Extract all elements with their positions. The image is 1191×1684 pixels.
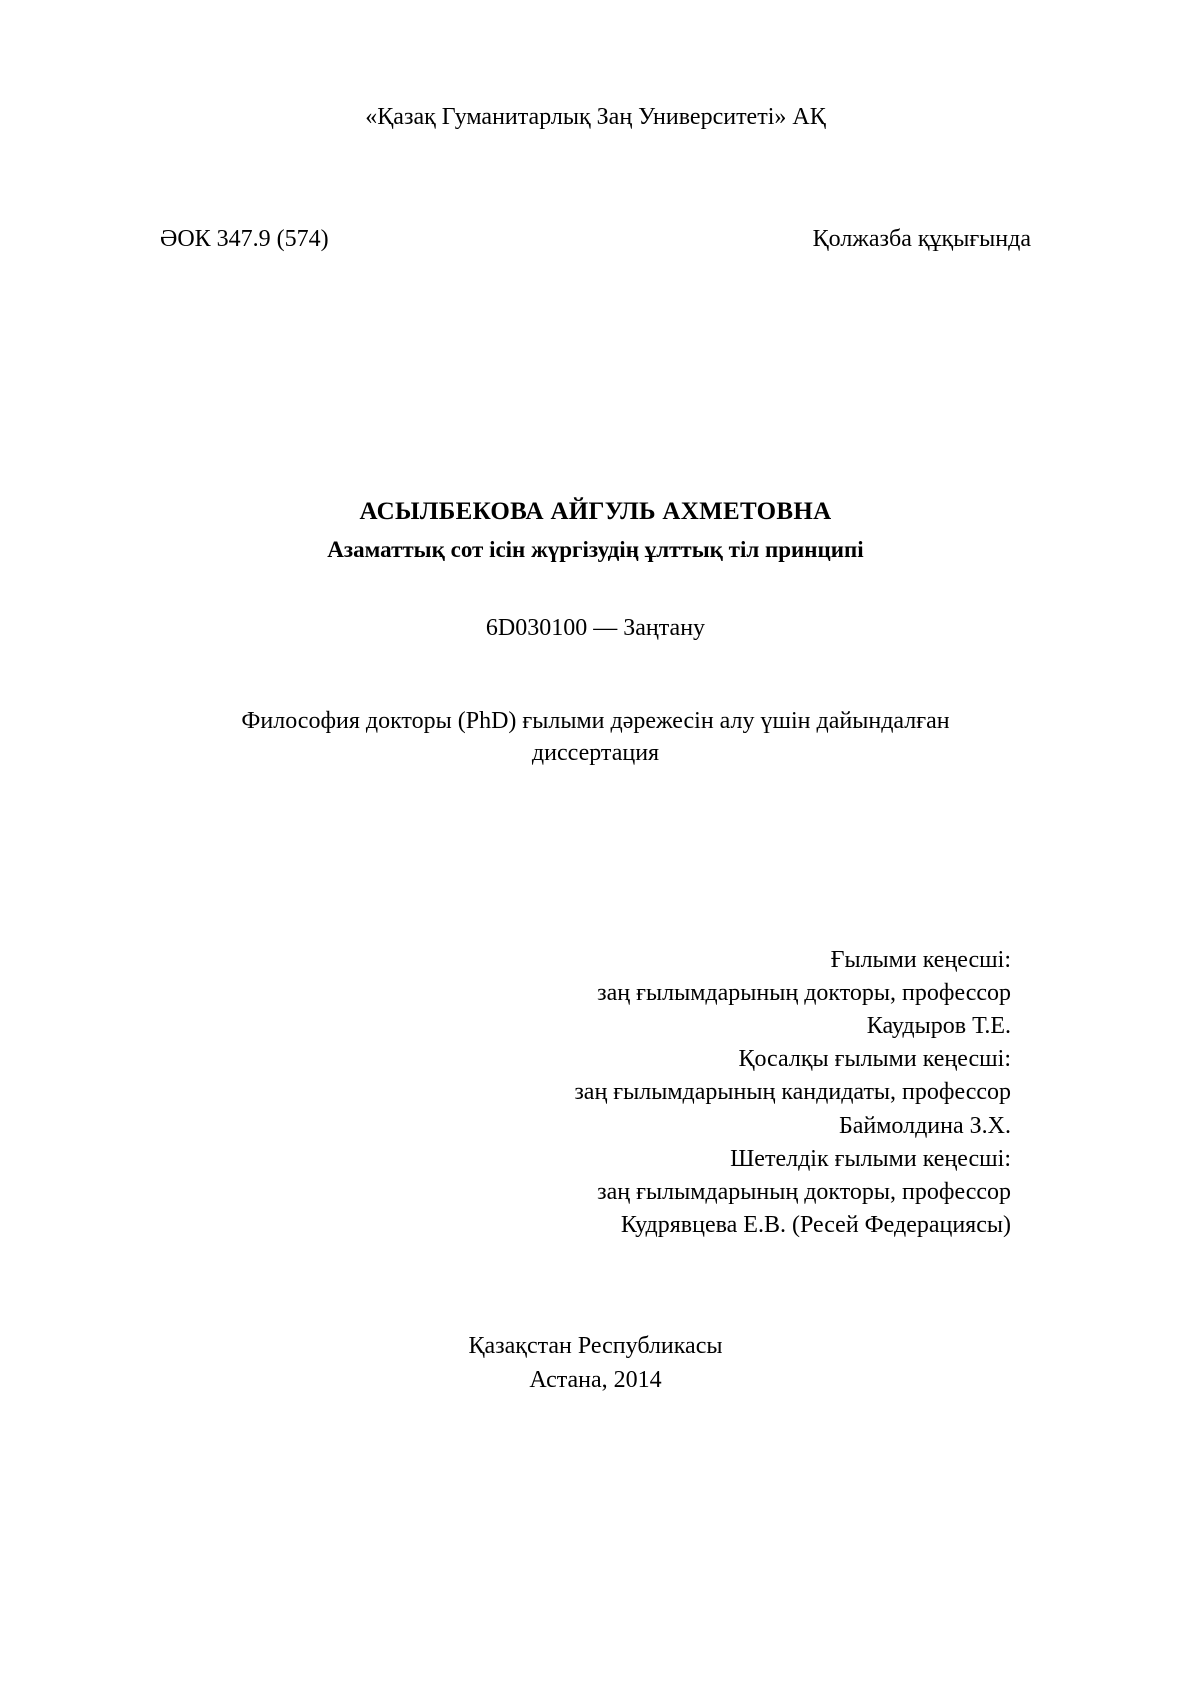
advisor-entry bbox=[574, 1143, 1011, 1242]
manuscript-note: Қолжазба құқығында bbox=[812, 226, 1031, 252]
advisor-rank: заң ғылымдарының докторы, профессор bbox=[597, 980, 1011, 1007]
specialty-code: 6D030100 — Заңтану bbox=[485, 615, 706, 641]
degree-line-1: Философия докторы (PhD) ғылыми дәрежесін алу үшін дайындалған bbox=[241, 708, 950, 734]
advisor-rank: заң ғылымдарының докторы, профессор bbox=[597, 1178, 1011, 1205]
author-name: АСЫЛБЕКОВА АЙГУЛЬ АХМЕТОВНА bbox=[359, 498, 832, 525]
institution-name: «Қазақ Гуманитарлық Заң Университеті» АҚ bbox=[365, 104, 826, 130]
degree-statement bbox=[181, 705, 1011, 770]
author-block bbox=[0, 495, 1191, 565]
degree-line-2: диссертация bbox=[531, 740, 660, 767]
advisor-entry bbox=[574, 944, 1011, 1043]
advisor-role: Шетелдік ғылыми кеңесші: bbox=[730, 1145, 1011, 1172]
advisors-block bbox=[574, 944, 1011, 1242]
code-row bbox=[160, 226, 1031, 253]
place-country: Қазақстан Республикасы bbox=[468, 1333, 723, 1359]
advisor-role: Ғылыми кеңесші: bbox=[830, 947, 1011, 973]
advisor-role: Қосалқы ғылыми кеңесші: bbox=[738, 1046, 1011, 1073]
advisor-name: Баймолдина З.Х. bbox=[838, 1112, 1011, 1139]
advisor-rank: заң ғылымдарының кандидаты, профессор bbox=[574, 1079, 1011, 1106]
thesis-title: Азаматтық сот ісін жүргізудің ұлттық тіл принципі bbox=[327, 536, 864, 562]
advisor-name: Кудрявцева Е.В. (Ресей Федерациясы) bbox=[620, 1211, 1011, 1238]
advisor-name: Каудыров Т.Е. bbox=[866, 1013, 1011, 1040]
place-block bbox=[0, 1330, 1191, 1397]
udc-code: ӘОК 347.9 (574) bbox=[160, 226, 329, 252]
place-city-year: Астана, 2014 bbox=[529, 1366, 662, 1393]
advisor-entry bbox=[574, 1043, 1011, 1142]
